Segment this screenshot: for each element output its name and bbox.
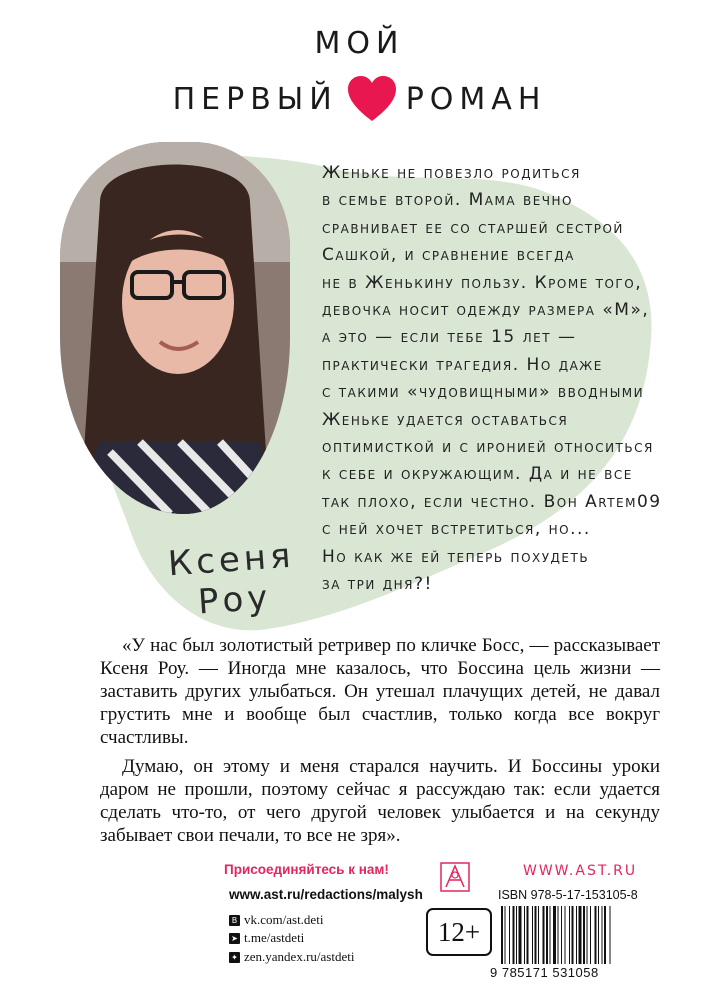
telegram-icon: ➤	[229, 933, 240, 944]
publisher-site-link[interactable]: www.ast.ru/redactions/malysh	[229, 887, 423, 902]
annotation-line: а это — если тебе 15 лет —	[322, 327, 577, 348]
age-rating-badge: 12+	[426, 908, 492, 956]
annotation-line: девочка носит одежду размера «М»,	[322, 300, 650, 321]
annotation-line: Но как же ей теперь похудеть	[322, 546, 590, 567]
publisher-url[interactable]: WWW.AST.RU	[523, 863, 638, 879]
annotation-line: с такими «чудовищными» вводными	[322, 382, 645, 403]
barcode-image	[499, 906, 677, 964]
annotation-line: не в Женькину пользу. Кроме того,	[322, 272, 643, 293]
publisher-logo-icon	[440, 862, 470, 892]
annotation-line: с ней хочет встретиться, но...	[322, 519, 591, 540]
annotation-line: Женьке не повезло родиться	[322, 163, 581, 183]
isbn-text: ISBN 978-5-17-153105-8	[498, 888, 638, 902]
join-us-text: Присоединяйтесь к нам!	[224, 862, 389, 877]
annotation-line: практически трагедия. Но даже	[322, 354, 603, 375]
annotation-line: так плохо, если честно. Вон Artem09	[322, 491, 662, 512]
social-link-zen[interactable]	[229, 949, 354, 965]
annotation-line: к себе и окружающим. Да и не все	[322, 464, 633, 485]
annotation-line: в семье второй. Мама вечно	[322, 190, 573, 211]
author-photo	[60, 142, 290, 514]
social-link-text: zen.yandex.ru/astdeti	[244, 949, 355, 964]
vk-icon: В	[229, 915, 240, 926]
social-link-vk[interactable]	[229, 912, 323, 928]
social-link-text: vk.com/ast.deti	[244, 912, 324, 927]
social-link-text: t.me/astdeti	[244, 930, 305, 945]
heart-icon	[346, 75, 398, 123]
annotation-line: Сашкой, и сравнение всегда	[322, 245, 575, 266]
author-quote	[100, 634, 660, 847]
social-link-telegram[interactable]	[229, 930, 304, 946]
annotation-line: Женьке удается оставаться	[322, 409, 569, 430]
zen-icon: ✦	[229, 952, 240, 963]
annotation-line: за три дня?!	[322, 574, 433, 595]
series-title-line2	[0, 74, 719, 124]
author-first-name: Ксеня	[166, 535, 296, 585]
quote-paragraph-2: Думаю, он этому и меня старался научить. И Боссины уроки даром не прошли, поэтому сейчас я рассуждаю так: если удается сделать что-то, от чего другой человек улыбается и на секунду забывает свои печали, то все не зря».	[100, 756, 660, 846]
annotation-line: сравнивает ее со старшей сестрой	[322, 217, 624, 238]
series-word-right: РОМАН	[405, 81, 547, 117]
series-word-left: ПЕРВЫЙ	[172, 81, 338, 117]
series-title-line1: МОЙ	[314, 26, 405, 61]
barcode-number: 9 785171 531058	[490, 965, 599, 980]
book-annotation	[322, 160, 682, 599]
author-last-name: Роу	[196, 577, 273, 623]
quote-paragraph-1: «У нас был золотистый ретривер по кличке Босс, — рассказывает Ксеня Роу. — Иногда мне казалось, что Боссина цель жизни — заставить других улыбаться. Он утешал плачущих детей, не давал грустить мне и вообще был счастлив, только когда все вокруг счастливы.	[100, 635, 660, 748]
annotation-line: оптимисткой и с иронией относиться	[322, 437, 654, 458]
